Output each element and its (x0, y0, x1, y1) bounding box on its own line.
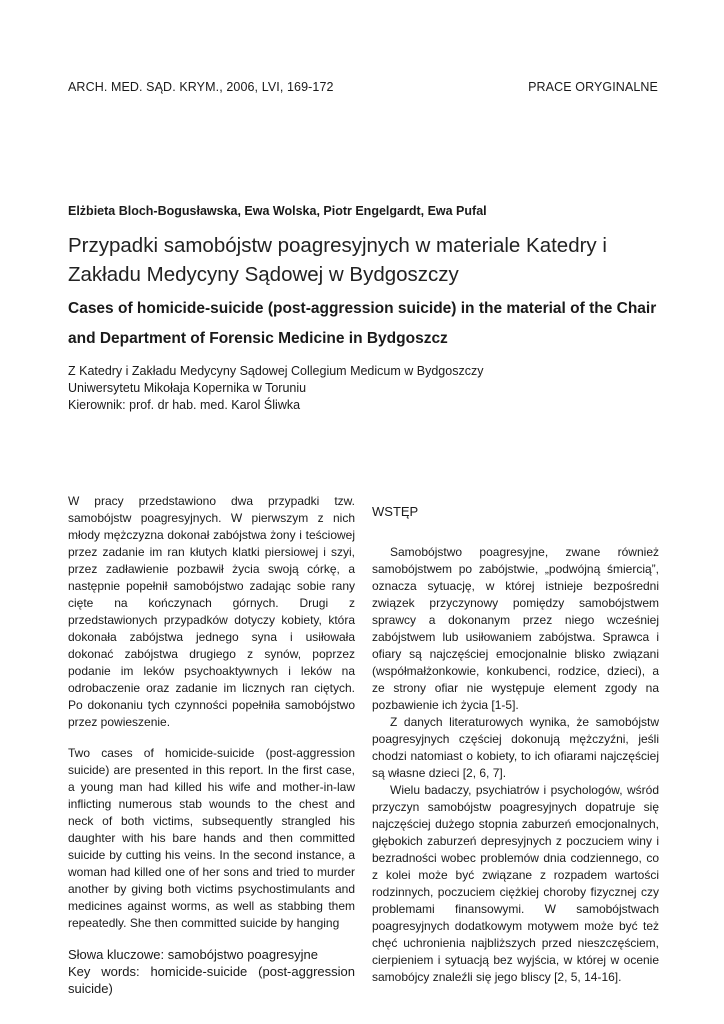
section-label: PRACE ORYGINALNE (528, 80, 658, 94)
keywords-polish: Słowa kluczowe: samobójstwo poagresyjne (68, 947, 319, 962)
keywords-english: Key words: homicide-suicide (post-aggression suicide) (68, 964, 355, 996)
author-list: Elżbieta Bloch-Bogusławska, Ewa Wolska, Piotr Engelgardt, Ewa Pufal (68, 204, 487, 218)
intro-paragraph: Z danych literaturowych wynika, że samobójstw poagresyjnych częściej dokonują mężczyźni, jeśli chodzi natomiast o kobiety, to ich ofiarami najczęściej są własne dzieci [2, 6, 7]. (372, 715, 659, 780)
intro-paragraph: Wielu badaczy, psychiatrów i psychologów, wśród przyczyn samobójstw poagresyjnych dopatruje się najczęściej dużego stopnia zaburzeń emocjonalnych, głębokich zaburzeń depresyjnych z poczuciem winy i bezradności wobec problemów dnia codziennego, co z kolei może być związane z rozpadem wartości rodzinnych, poczuciem ciężkiej choroby fizycznej czy problemami finansowymi. W samobójstwach poagresyjnych dodatkowym motywem może być też chęć uchronienia najbliższych przed nieszczęściem, cierpieniem i sytuacją bez wyjścia, w której w ocenie samobójcy znaleźli się jego bliscy [2, 5, 14-16]. (372, 783, 659, 984)
intro-paragraph: Samobójstwo poagresyjne, zwane również samobójstwem po zabójstwie, „podwójną śmiercią”, oznacza sytuację, w której istnieje bezpośredni związek przyczynowy pomiędzy samobójstwem sprawcy a dokonanym przez niego wcześniej zabójstwem lub usiłowaniem zabójstwa. Sprawca i ofiary są najczęściej emocjonalnie blisko związani (współmałżonkowie, konkubenci, rodzice, dzieci), a ze strony ofiar nie występuje element zgody na pozbawienie ich życia [1-5]. (372, 545, 659, 712)
journal-citation: ARCH. MED. SĄD. KRYM., 2006, LVI, 169-172 (68, 80, 334, 94)
title-english: Cases of homicide-suicide (post-aggression suicide) in the material of the Chair and Department of Forensic Medicine in Bydgoszcz (68, 300, 657, 347)
abstract-polish: W pracy przedstawiono dwa przypadki tzw. samobójstw poagresyjnych. W pierwszym z nich młody mężczyzna dokonał zabójstwa żony i teściowej przez zadanie im ran kłutych klatki piersiowej i szyi, przez zadławienie pozbawił życia swoją córkę, a następnie popełnił samobójstwo zadając sobie rany cięte na kończynach górnych. Drugi z przedstawionych przypadków dotyczy kobiety, która dokonała zabójstwa jednego syna i usiłowała dokonać zabójstwa drugiego z synów, poprzez podanie im leków psychoaktywnych i leków na odrobaczenie oraz zadanie im licznych ran ciętych. Po dokonaniu tych czynności popełniła samobójstwo przez powieszenie. (68, 494, 355, 729)
abstract-column (68, 493, 355, 997)
section-heading-intro: WSTĘP (372, 504, 419, 519)
affiliation-line: Z Katedry i Zakładu Medycyny Sądowej Collegium Medicum w Bydgoszczy (68, 364, 484, 378)
abstract-english: Two cases of homicide-suicide (post-aggression suicide) are presented in this report. In the first case, a young man had killed his wife and mother-in-law inflicting numerous stab wounds to the chest and neck of both victims, subsequently strangled his daughter with his bare hands and then committed suicide by cutting his veins. In the second instance, a woman had killed one of her sons and tried to murder another by giving both victims psychostimulants and medicines against worms, as well as stabbing them repeatedly. She then committed suicide by hanging (68, 746, 355, 930)
title-polish: Przypadki samobójstw poagresyjnych w materiale Katedry i Zakładu Medycyny Sądowej w Bydgoszczy (68, 234, 607, 286)
affiliation (68, 363, 483, 414)
introduction-column (372, 503, 659, 986)
affiliation-line: Kierownik: prof. dr hab. med. Karol Śliwka (68, 398, 301, 412)
affiliation-line: Uniwersytetu Mikołaja Kopernika w Toruniu (68, 381, 307, 395)
